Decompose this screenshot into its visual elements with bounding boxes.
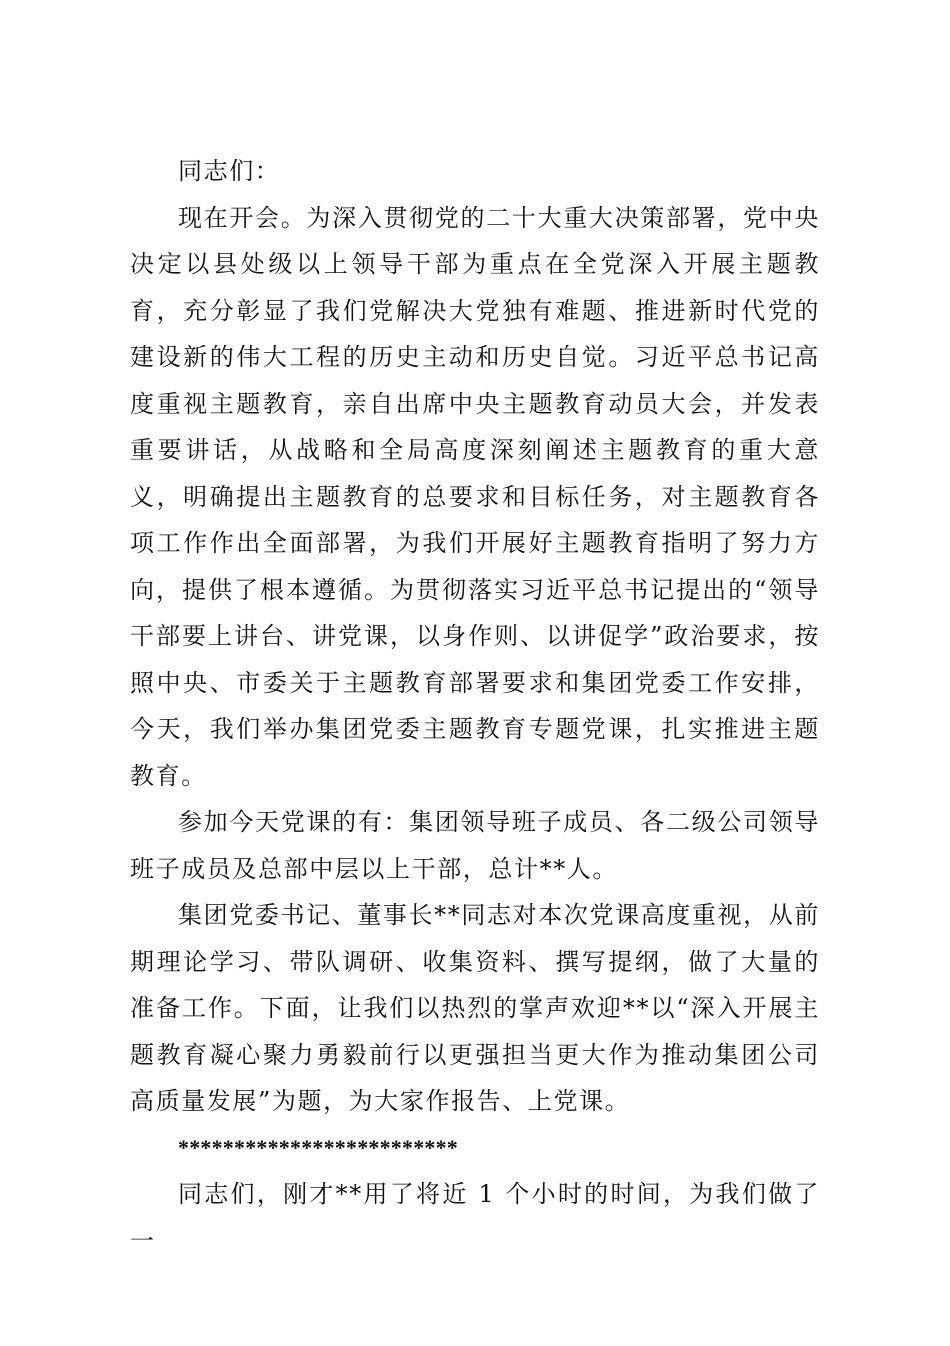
- paragraph-attendees: 参加今天党课的有：集团领导班子成员、各二级公司领导班子成员及总部中层以上干部，总计**人。: [130, 808, 820, 883]
- document-body: [130, 148, 820, 1264]
- greeting: 同志们：: [178, 157, 281, 185]
- paragraph-opening: 现在开会。为深入贯彻党的二十大重大决策部署，党中央决定以县处级以上领导干部为重点在全党深入开展主题教育，充分彰显了我们党解决大党独有难题、推进新时代党的建设新的伟大工程的历史主动和历史自觉。习近平总书记高度重视主题教育，亲自出席中央主题教育动员大会，并发表重要讲话，从战略和全局高度深刻阐述主题教育的重大意义，明确提出主题教育的总要求和目标任务，对主题教育各项工作作出全面部署，为我们开展好主题教育指明了努力方向，提供了根本遵循。为贯彻落实习近平总书记提出的“领导干部要上讲台、讲党课，以身作则、以讲促学”政治要求，按照中央、市委关于主题教育部署要求和集团党委工作安排，今天，我们举办集团党委主题教育专题党课，扎实推进主题教育。: [130, 203, 820, 790]
- paragraph-closing: 同志们，刚才**用了将近 1 个小时的时间，为我们做了一: [130, 1180, 820, 1255]
- paragraph-introduction: 集团党委书记、董事长**同志对本次党课高度重视，从前期理论学习、带队调研、收集资料、撰写提纲，做了大量的准备工作。下面，让我们以热烈的掌声欢迎**以“深入开展主题教育凝心聚力勇毅前行以更强担当更大作为推动集团公司高质量发展”为题，为大家作报告、上党课。: [130, 901, 820, 1115]
- section-divider: *************************: [178, 1134, 458, 1160]
